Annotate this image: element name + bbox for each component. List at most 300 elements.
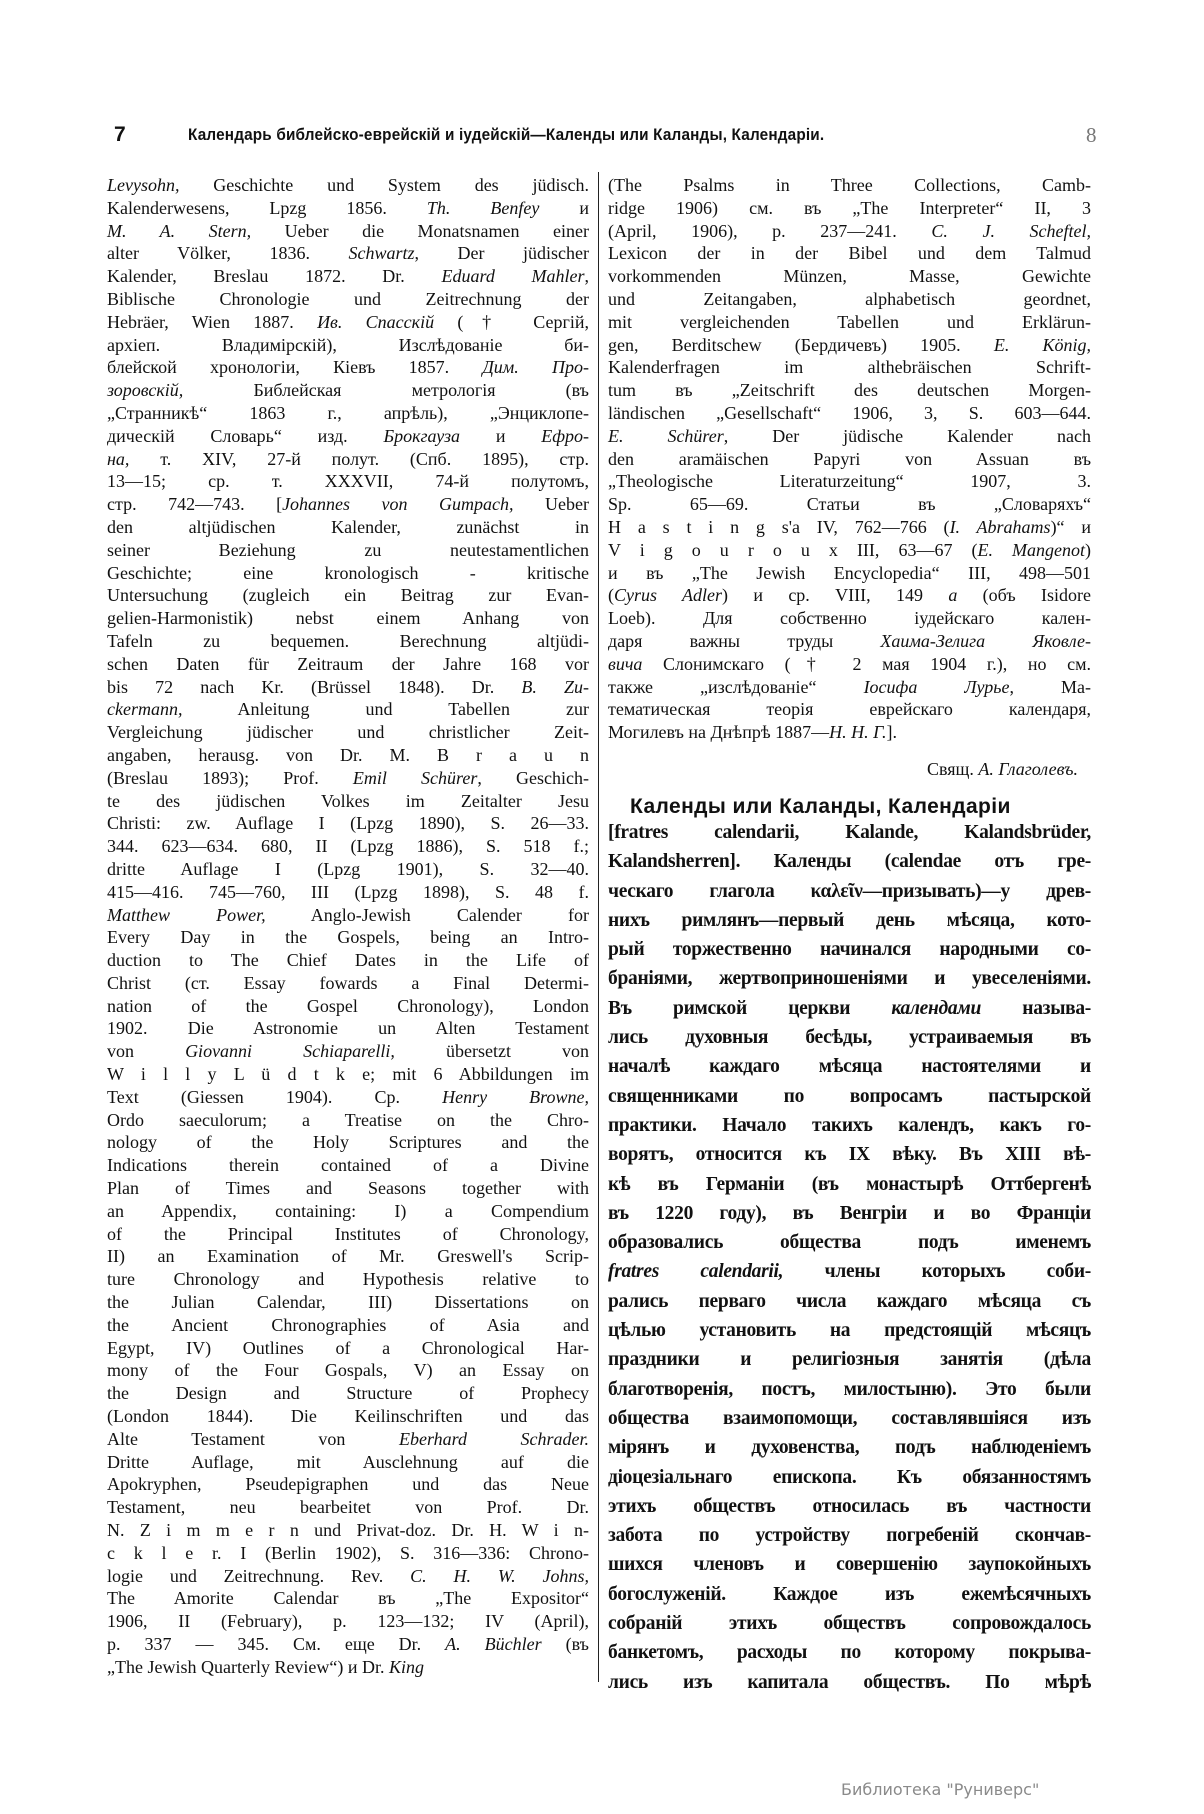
text-run: шихся членовъ и совершенію заупокойныхъ bbox=[608, 1554, 1091, 1576]
text-line bbox=[608, 1668, 1091, 1697]
italic-text: Хаима-Зелига Яковле- bbox=[880, 630, 1091, 651]
author-signature bbox=[608, 758, 1078, 780]
text-run: Слонимскаго († 2 мая 1904 г.), но см. bbox=[642, 653, 1091, 674]
text-line bbox=[608, 562, 1091, 585]
text-run: цѣлью установить на предстоящій мѣсяцъ bbox=[608, 1320, 1091, 1342]
text-run: [fratres calendarii, Kalande, Kalandsbrüder, bbox=[608, 822, 1091, 843]
text-run: N. Z i m m e r n und Privat-doz. Dr. H. W i n- bbox=[107, 1520, 589, 1541]
text-line bbox=[608, 1609, 1091, 1638]
text-run: рый торжественно начинался народными со- bbox=[608, 939, 1091, 961]
text-line bbox=[608, 1638, 1091, 1667]
text-line bbox=[608, 1404, 1091, 1433]
text-line bbox=[107, 265, 589, 288]
text-line bbox=[107, 1656, 589, 1679]
text-run: te des jüdischen Volkes im Zeitalter Jesu bbox=[107, 790, 589, 811]
italic-text: Johannes von Gumpach, bbox=[282, 494, 514, 515]
italic-text: Henry Browne, bbox=[442, 1086, 589, 1107]
italic-text: E. Schürer bbox=[608, 425, 724, 446]
text-line bbox=[107, 1268, 589, 1291]
italic-text: Cyrus Adler bbox=[614, 585, 723, 606]
text-run: Sp. 65—69. Статьи въ „Словаряхъ“ bbox=[608, 494, 1091, 515]
text-line bbox=[608, 1199, 1091, 1228]
text-line bbox=[608, 847, 1091, 876]
text-line bbox=[608, 288, 1091, 311]
text-run: , Der jüdische Kalender nach bbox=[723, 425, 1091, 446]
text-run: seiner Beziehung zu neutestamentlichen bbox=[107, 539, 589, 560]
text-line bbox=[107, 1086, 589, 1109]
text-run: стр. 742—743. [ bbox=[107, 494, 283, 515]
text-line bbox=[608, 935, 1091, 964]
text-run: of the Principal Institutes of Chronology, bbox=[107, 1223, 589, 1244]
text-line bbox=[608, 994, 1091, 1023]
text-run: праздники и религіозныя занятія (дѣла bbox=[608, 1349, 1091, 1371]
text-line bbox=[107, 1405, 589, 1428]
article-body bbox=[608, 818, 1091, 1697]
text-line bbox=[608, 220, 1091, 243]
text-line bbox=[107, 790, 589, 813]
text-line bbox=[608, 197, 1091, 220]
italic-text: a bbox=[948, 585, 958, 606]
text-line bbox=[608, 1345, 1091, 1374]
italic-text: Ефро- bbox=[541, 425, 589, 446]
text-run: den altjüdischen Kalender, zunächst in bbox=[107, 516, 589, 537]
text-line bbox=[608, 1316, 1091, 1345]
text-line bbox=[107, 949, 589, 972]
text-run: Christ (ст. Essay fowards a Final Determi- bbox=[107, 972, 589, 993]
column-divider bbox=[598, 172, 599, 1682]
text-run: практики. Начало такихъ календъ, какъ го- bbox=[608, 1114, 1091, 1136]
text-run: ческаго глагола καλεῖν—призывать)—у древ- bbox=[608, 880, 1091, 902]
text-line bbox=[608, 334, 1091, 357]
text-line bbox=[107, 1337, 589, 1360]
text-run: (Breslau 1893); Prof. bbox=[107, 767, 353, 788]
text-line bbox=[608, 1463, 1091, 1492]
text-run: мірянъ и духовенства, подъ наблюденіемъ bbox=[608, 1437, 1091, 1459]
text-line bbox=[608, 379, 1091, 402]
signature-name: А. Глаголевъ. bbox=[978, 759, 1078, 779]
text-run: alter Völker, 1836. bbox=[107, 243, 349, 264]
text-run: Tafeln zu bequemen. Berechnung altjüdi- bbox=[107, 630, 589, 651]
text-run: рались перваго числа каждаго мѣсяца съ bbox=[608, 1290, 1091, 1312]
text-run: Ueber bbox=[513, 494, 589, 515]
text-run: Ordo saeculorum; a Treatise on the Chro- bbox=[107, 1109, 589, 1130]
text-run: кѣ въ Германіи (въ монастырѣ Оттбергенѣ bbox=[608, 1173, 1091, 1195]
text-run: , bbox=[584, 266, 589, 287]
text-run: ) bbox=[1085, 539, 1091, 560]
text-line bbox=[107, 288, 589, 311]
italic-text: King bbox=[389, 1656, 425, 1677]
text-line bbox=[107, 1223, 589, 1246]
text-line bbox=[608, 676, 1091, 699]
italic-text: Eberhard Schrader. bbox=[398, 1428, 589, 1449]
text-line bbox=[107, 1291, 589, 1314]
text-line bbox=[107, 584, 589, 607]
italic-text: Giovanni Schiaparelli, bbox=[185, 1041, 395, 1062]
text-run: (April, 1906), p. 237—241. bbox=[608, 220, 932, 241]
text-run: Every Day in the Gospels, being an Intro- bbox=[107, 927, 589, 948]
text-line bbox=[608, 818, 1091, 847]
text-line bbox=[107, 1063, 589, 1086]
text-run: Indications therein contained of a Divine bbox=[107, 1155, 589, 1176]
text-run: nology of the Holy Scriptures and the bbox=[107, 1132, 589, 1153]
text-run: nation of the Gospel Chronology), London bbox=[107, 995, 589, 1016]
text-line bbox=[608, 1082, 1091, 1111]
text-run: )“ и bbox=[1050, 516, 1091, 537]
left-column bbox=[107, 174, 589, 1679]
italic-text: Ив. Спасскій bbox=[317, 311, 435, 332]
text-line bbox=[107, 607, 589, 630]
text-line bbox=[608, 242, 1091, 265]
text-line bbox=[608, 1140, 1091, 1169]
text-line bbox=[107, 858, 589, 881]
text-run: 13—15; ср. т. XXXVII, 74-й полутомъ, bbox=[107, 471, 589, 492]
italic-text: Schwartz bbox=[348, 243, 415, 264]
text-line bbox=[608, 1023, 1091, 1052]
italic-text: вича bbox=[608, 653, 643, 674]
italic-text: fratres calendarii, bbox=[608, 1261, 784, 1283]
text-run: т. XIV, 27-й полут. (Спб. 1895), стр. bbox=[129, 448, 589, 469]
text-run: Plan of Times and Seasons together with bbox=[107, 1178, 589, 1199]
text-run: собраній этихъ обществъ сопровождалось bbox=[608, 1613, 1091, 1635]
text-line bbox=[107, 562, 589, 585]
text-run: und Zeitangaben, alphabetisch geordnet, bbox=[608, 288, 1091, 309]
text-line bbox=[608, 906, 1091, 935]
text-run: angaben, herausg. von Dr. M. B r a u n bbox=[107, 744, 589, 765]
text-line bbox=[608, 402, 1091, 425]
italic-text: Брокгауза bbox=[383, 425, 461, 446]
italic-text: C. J. Scheftel, bbox=[931, 220, 1092, 241]
library-watermark: Библиотека "Руниверс" bbox=[841, 1780, 1040, 1799]
page-number-right: 8 bbox=[1086, 123, 1097, 147]
text-run: „The Jewish Quarterly Review“) и Dr. bbox=[107, 1656, 390, 1677]
italic-text: E. König, bbox=[993, 334, 1091, 355]
text-run: ridge 1906) см. въ „The Interpreter“ II, 3 bbox=[608, 197, 1091, 218]
text-line bbox=[107, 904, 589, 927]
text-run: Egypt, IV) Outlines of a Chronological Har- bbox=[107, 1337, 589, 1358]
text-run: tum въ „Zeitschrift des deutschen Morgen- bbox=[608, 380, 1091, 401]
text-run: ворятъ, относится къ IX вѣку. Въ XIII вѣ- bbox=[608, 1144, 1091, 1166]
text-line bbox=[107, 311, 589, 334]
text-run: , Ма- bbox=[1009, 676, 1091, 697]
text-run: лись изъ капитала обществъ. По мѣрѣ bbox=[608, 1671, 1091, 1693]
text-line bbox=[107, 242, 589, 265]
text-run: блейской хронологіи, Кіевъ 1857. bbox=[107, 357, 483, 378]
text-run: dritte Auflage I (Lpzg 1901), S. 32—40. bbox=[107, 858, 589, 879]
text-run: schen Daten für Zeitraum der Jahre 168 vor bbox=[107, 653, 589, 674]
italic-text: A. Büchler bbox=[445, 1634, 542, 1654]
text-line bbox=[608, 1052, 1091, 1081]
text-run: Lexicon der in der Bibel und dem Talmud bbox=[608, 243, 1091, 264]
text-line bbox=[608, 1111, 1091, 1140]
text-line bbox=[107, 812, 589, 835]
text-run: тематическая теорія еврейскаго календаря, bbox=[608, 699, 1091, 720]
text-run: банкетомъ, расходы по которому покрыва- bbox=[608, 1642, 1091, 1664]
text-line bbox=[107, 402, 589, 425]
text-run: V i g o u r o u x III, 63—67 ( bbox=[608, 539, 978, 560]
text-line bbox=[608, 470, 1091, 493]
italic-text: зоровскій, bbox=[107, 380, 184, 401]
running-title: Календарь библейско-еврейскій и іудейскій—Календы или Каланды, Календаріи. bbox=[188, 125, 825, 144]
text-run: „Theologische Literaturzeitung“ 1907, 3. bbox=[608, 471, 1091, 492]
text-run: даря важны труды bbox=[608, 630, 881, 651]
text-line bbox=[608, 877, 1091, 906]
text-line bbox=[107, 356, 589, 379]
text-run: богослуженій. Каждое изъ ежемѣсячныхъ bbox=[608, 1583, 1091, 1605]
text-run: Kalender, Breslau 1872. Dr. bbox=[107, 266, 442, 287]
text-line bbox=[107, 1200, 589, 1223]
text-line bbox=[107, 1519, 589, 1542]
text-run: vorkommenden Münzen, Masse, Gewichte bbox=[608, 266, 1091, 287]
text-run: Могилевъ на Днѣпрѣ 1887— bbox=[608, 722, 830, 743]
text-line bbox=[608, 1170, 1091, 1199]
text-run: Anglo-Jewish Calender for bbox=[265, 904, 589, 925]
text-run: the Julian Calendar, III) Dissertations on bbox=[107, 1292, 589, 1313]
text-run: Untersuchung (zugleich ein Beitrag zur Evan- bbox=[107, 585, 589, 606]
text-line bbox=[107, 1565, 589, 1588]
text-line bbox=[107, 653, 589, 676]
text-run: Geschichte und System des jüdisch. bbox=[179, 175, 589, 195]
text-line bbox=[608, 1228, 1091, 1257]
text-run: H a s t i n g s'a IV, 762—766 ( bbox=[608, 516, 950, 537]
text-run: Kalenderfragen im althebräischen Schrift- bbox=[608, 357, 1091, 378]
text-run: и bbox=[539, 197, 589, 218]
text-line bbox=[608, 1550, 1091, 1579]
text-line bbox=[107, 1040, 589, 1063]
text-line bbox=[608, 1257, 1091, 1286]
text-run: († Сергій, bbox=[434, 311, 589, 332]
text-line bbox=[107, 1314, 589, 1337]
italic-text: Дим. Про- bbox=[482, 357, 589, 378]
text-run: c k l e r. I (Berlin 1902), S. 316—336: Chrono- bbox=[107, 1542, 589, 1563]
text-run: Ueber die Monatsnamen einer bbox=[251, 220, 589, 241]
text-line bbox=[107, 379, 589, 402]
text-line bbox=[608, 516, 1091, 539]
text-run: mit vergleichenden Tabellen und Erklärun- bbox=[608, 311, 1091, 332]
page-number-left: 7 bbox=[114, 123, 126, 146]
italic-text: календами bbox=[891, 997, 981, 1019]
text-run: 1906, II (February), p. 123—132; IV (April), bbox=[107, 1611, 589, 1632]
text-run: an Appendix, containing: I) a Compendium bbox=[107, 1200, 589, 1221]
text-run: ( bbox=[608, 585, 614, 606]
text-line bbox=[107, 1633, 589, 1656]
text-line bbox=[107, 470, 589, 493]
text-run: началѣ каждаго мѣсяца настоятелями и bbox=[608, 1056, 1091, 1078]
text-line bbox=[107, 448, 589, 471]
text-line bbox=[107, 926, 589, 949]
text-run: the Ancient Chronographies of Asia and bbox=[107, 1314, 589, 1335]
text-line bbox=[107, 630, 589, 653]
text-line bbox=[107, 1473, 589, 1496]
text-run: дическій Словарь“ изд. bbox=[107, 425, 384, 446]
italic-text: на, bbox=[107, 448, 130, 469]
text-run: Loeb). Для собственно іудейскаго кален- bbox=[608, 608, 1091, 629]
text-line bbox=[107, 1451, 589, 1474]
text-run: Въ римской церкви bbox=[608, 997, 892, 1019]
text-run: übersetzt von bbox=[394, 1041, 590, 1062]
text-line bbox=[608, 630, 1091, 653]
text-line bbox=[107, 539, 589, 562]
text-run: ]. bbox=[886, 722, 898, 743]
text-line bbox=[608, 1287, 1091, 1316]
text-run: забота по устройству погребеній скончав- bbox=[608, 1525, 1091, 1547]
text-run: ) и ср. VIII, 149 bbox=[722, 585, 949, 606]
text-line bbox=[608, 174, 1091, 197]
text-run: (London 1844). Die Keilinschriften und das bbox=[107, 1406, 589, 1427]
text-run: Christi: zw. Auflage I (Lpzg 1890), S. 26—33. bbox=[107, 813, 589, 834]
text-line bbox=[608, 493, 1091, 516]
text-run: , Der jüdischer bbox=[414, 243, 589, 264]
text-run: священниками по вопросамъ пастырской bbox=[608, 1085, 1091, 1107]
text-run: члены которыхъ соби- bbox=[783, 1261, 1091, 1283]
right-column-references bbox=[608, 174, 1091, 744]
article-heading: Календы или Каланды, Календаріи bbox=[630, 795, 1011, 818]
text-run: den aramäischen Papyri von Assuan въ bbox=[608, 448, 1091, 469]
text-line bbox=[107, 744, 589, 767]
text-line bbox=[107, 1359, 589, 1382]
text-run: p. 337 — 345. См. еще Dr. bbox=[107, 1634, 446, 1654]
italic-text: E. Mangenot bbox=[977, 539, 1085, 560]
italic-text: ckermann, bbox=[107, 699, 183, 720]
italic-text: Н. Н. Г. bbox=[829, 722, 887, 743]
text-run: образовались общества подъ именемъ bbox=[608, 1232, 1091, 1254]
text-line bbox=[608, 265, 1091, 288]
text-run: (The Psalms in Three Collections, Camb- bbox=[608, 175, 1091, 195]
text-run: 1902. Die Astronomie un Alten Testament bbox=[107, 1018, 589, 1039]
text-line bbox=[608, 721, 1091, 744]
text-line bbox=[107, 425, 589, 448]
text-run: von bbox=[107, 1041, 186, 1062]
text-run: Geschichte; eine kronologisch - kritische bbox=[107, 562, 589, 583]
text-run: logie und Zeitrechnung. Rev. bbox=[107, 1565, 411, 1586]
text-run: и bbox=[460, 425, 542, 446]
text-line bbox=[107, 995, 589, 1018]
text-run: Apokryphen, Pseudepigraphen und das Neue bbox=[107, 1474, 589, 1495]
text-run: duction to The Chief Dates in the Life of bbox=[107, 950, 589, 971]
text-run: , Geschich- bbox=[477, 767, 589, 788]
text-run: Kalandsherren]. Календы (calendae отъ гре- bbox=[608, 851, 1091, 873]
text-line bbox=[608, 607, 1091, 630]
text-line bbox=[608, 1433, 1091, 1462]
text-line bbox=[608, 584, 1091, 607]
text-run: bis 72 nach Kr. (Brüssel 1848). Dr. bbox=[107, 676, 522, 697]
text-line bbox=[107, 1587, 589, 1610]
text-line bbox=[107, 1017, 589, 1040]
text-line bbox=[608, 964, 1091, 993]
text-run: Testament, neu bearbeitet von Prof. Dr. bbox=[107, 1497, 589, 1518]
text-run: общества взаимопомощи, составлявшіяся изъ bbox=[608, 1407, 1091, 1429]
text-run: нихъ римлянъ—первый день мѣсяца, кото- bbox=[608, 909, 1091, 931]
text-run: gelien-Harmonistik) nebst einem Anhang von bbox=[107, 608, 589, 629]
text-run: Kalenderwesens, Lpzg 1856. bbox=[107, 197, 427, 218]
text-run: Biblische Chronologie und Zeitrechnung der bbox=[107, 288, 589, 309]
italic-text: Th. Benfey bbox=[426, 197, 540, 218]
text-line bbox=[608, 653, 1091, 676]
text-run: діоцезіальнаго епископа. Къ обязанностямъ bbox=[608, 1466, 1091, 1488]
text-line bbox=[608, 698, 1091, 721]
text-run: 344. 623—634. 680, II (Lpzg 1886), S. 518 f.; bbox=[107, 836, 589, 857]
text-line bbox=[107, 881, 589, 904]
text-line bbox=[107, 493, 589, 516]
text-run: въ 1220 году), въ Венгріи и во Франціи bbox=[608, 1202, 1091, 1224]
italic-text: Eduard Mahler bbox=[441, 266, 585, 287]
text-line bbox=[608, 448, 1091, 471]
text-line bbox=[107, 721, 589, 744]
text-line bbox=[107, 1177, 589, 1200]
text-line bbox=[107, 972, 589, 995]
signature-prefix: Свящ. bbox=[926, 759, 979, 779]
text-line bbox=[107, 174, 589, 197]
text-line bbox=[608, 1521, 1091, 1550]
text-run: ture Chronology and Hypothesis relative to bbox=[107, 1269, 589, 1290]
text-run: браніями, жертвоприношеніями и увеселеніями. bbox=[608, 968, 1091, 990]
text-run: Vergleichung jüdischer und christlicher Zeit- bbox=[107, 722, 589, 743]
text-line bbox=[107, 676, 589, 699]
text-run: 415—416. 745—760, III (Lpzg 1898), S. 48 f. bbox=[107, 881, 589, 902]
text-run: благотворенія, постъ, милостыню). Это были bbox=[608, 1378, 1091, 1400]
text-run: архіеп. Владимірскій), Изслѣдованіе би- bbox=[107, 334, 589, 355]
text-line bbox=[107, 835, 589, 858]
text-run: Библейская метрологія (въ bbox=[183, 380, 589, 401]
italic-text: Matthew Power, bbox=[107, 904, 266, 925]
text-line bbox=[608, 539, 1091, 562]
text-run: mony of the Four Gospals, V) an Essay on bbox=[107, 1360, 589, 1381]
italic-text: Emil Schürer bbox=[352, 767, 478, 788]
text-line bbox=[107, 220, 589, 243]
text-run: gen, Berditschew (Бердичевъ) 1905. bbox=[608, 334, 994, 355]
italic-text: M. A. Stern, bbox=[107, 220, 252, 241]
text-line bbox=[107, 1382, 589, 1405]
text-line bbox=[608, 1580, 1091, 1609]
italic-text: Levysohn, bbox=[107, 175, 180, 195]
text-run: W i l l y L ü d t k e; mit 6 Abbildungen im bbox=[107, 1064, 589, 1085]
text-line bbox=[107, 698, 589, 721]
text-run: этихъ обществъ относилась въ частности bbox=[608, 1495, 1091, 1517]
italic-text: B. Zu- bbox=[521, 676, 590, 697]
italic-text: Іосифа Лурье bbox=[863, 676, 1010, 697]
text-run: ländischen „Gesellschaft“ 1906, 3, S. 603—644. bbox=[608, 402, 1091, 423]
text-run: Dritte Auflage, mit Ausclehnung auf die bbox=[107, 1451, 589, 1472]
text-run: Hebräer, Wien 1887. bbox=[107, 311, 318, 332]
text-run: Anleitung und Tabellen zur bbox=[182, 699, 589, 720]
text-line bbox=[107, 516, 589, 539]
text-line bbox=[107, 1131, 589, 1154]
text-line bbox=[107, 1154, 589, 1177]
text-line bbox=[107, 767, 589, 790]
text-line bbox=[107, 334, 589, 357]
text-run: (объ Isidore bbox=[957, 585, 1091, 606]
text-line bbox=[608, 1375, 1091, 1404]
text-line bbox=[107, 197, 589, 220]
text-run: также „изслѣдованіе“ bbox=[608, 676, 864, 697]
text-run: называ- bbox=[981, 997, 1091, 1019]
text-line bbox=[608, 311, 1091, 334]
text-run: The Amorite Calendar въ „The Expositor“ bbox=[107, 1588, 589, 1609]
text-line bbox=[107, 1245, 589, 1268]
text-line bbox=[107, 1496, 589, 1519]
text-run: the Design and Structure of Prophecy bbox=[107, 1383, 589, 1404]
text-run: (въ bbox=[541, 1634, 589, 1654]
text-run: „Странникѣ“ 1863 г., апрѣль), „Энциклопе- bbox=[107, 402, 589, 423]
italic-text: C. H. W. Johns, bbox=[410, 1565, 589, 1586]
text-line bbox=[608, 1492, 1091, 1521]
text-line bbox=[608, 356, 1091, 379]
text-run: II) an Examination of Mr. Greswell's Scrip- bbox=[107, 1246, 589, 1267]
text-run: Text (Giessen 1904). Cp. bbox=[107, 1086, 443, 1107]
text-line bbox=[107, 1109, 589, 1132]
text-run: и въ „The Jewish Encyclopedia“ III, 498—501 bbox=[608, 562, 1091, 583]
text-line bbox=[107, 1610, 589, 1633]
text-run: Alte Testament von bbox=[107, 1428, 399, 1449]
